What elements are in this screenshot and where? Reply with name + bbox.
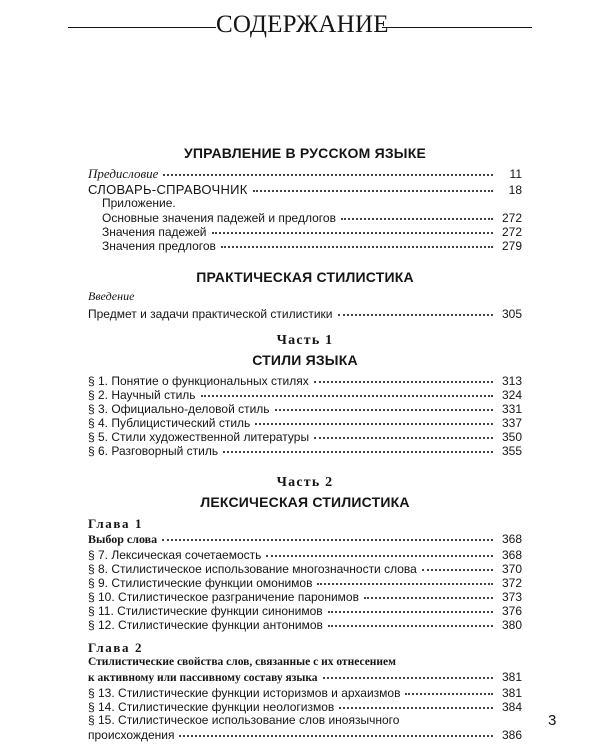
toc-entry-label: Основные значения падежей и предлогов [102, 211, 336, 225]
toc-entry-page: 11 [509, 167, 522, 181]
dot-leader [328, 601, 493, 613]
chapter1-label: Глава 1 [88, 516, 144, 531]
dot-leader [221, 236, 493, 248]
toc-entry-label: § 6. Разговорный стиль [88, 444, 219, 458]
chapter2-name-line2: к активному или пассивному составу языка [88, 672, 318, 684]
toc-entry-page: 272 [501, 211, 522, 225]
page-number: 3 [548, 712, 557, 729]
toc-entry-label: Значения падежей [102, 225, 207, 239]
toc-entry-label: § 3. Официально-деловой стиль [88, 402, 270, 416]
part1-title: СТИЛИ ЯЗЫКА [252, 352, 358, 368]
toc-entry-page: 272 [501, 225, 522, 239]
intro-label-row [88, 289, 522, 303]
dot-leader [317, 573, 493, 585]
toc-entry-label: § 13. Стилистические функции историзмов и архаизмов [88, 686, 401, 700]
chapter2-heading[interactable] [88, 669, 522, 683]
toc-entry[interactable] [88, 182, 522, 196]
intro-label: Введение [88, 289, 135, 303]
toc-entry[interactable] [88, 166, 522, 180]
dot-leader [328, 615, 493, 627]
toc-entry-label: § 2. Научный стиль [88, 388, 196, 402]
toc-entry-page: 368 [501, 548, 522, 562]
toc-entry-label: § 7. Лексическая сочетаемость [88, 548, 262, 562]
dot-leader [201, 385, 493, 397]
chapter1-heading[interactable] [88, 531, 522, 545]
dot-leader [339, 697, 493, 709]
chapter1-name: Выбор слова [88, 532, 158, 546]
section-title-stilistika: ПРАКТИЧЕСКАЯ СТИЛИСТИКА [196, 269, 414, 285]
toc-entry-label: Значения предлогов [102, 239, 216, 253]
toc-entry-page: 386 [501, 728, 522, 742]
toc-entry-page: 372 [501, 576, 522, 590]
dot-leader [162, 529, 493, 541]
header-rule-right [382, 27, 532, 28]
toc-entry-page: 376 [501, 604, 522, 618]
toc-content [88, 145, 522, 741]
toc-entry-page: 337 [501, 416, 522, 430]
toc-entry-label: Предисловие [88, 166, 159, 181]
toc-entry-label: § 8. Стилистическое использование многозначности слова [88, 562, 417, 576]
toc-entry-label: Приложение. [102, 196, 176, 210]
dot-leader [314, 371, 493, 383]
toc-entry-label: § 11. Стилистические функции синонимов [88, 604, 323, 618]
toc-entry-page: 380 [501, 618, 522, 632]
toc-entry-line2[interactable] [88, 727, 522, 741]
toc-entry-page: 381 [501, 670, 522, 684]
toc-entry[interactable] [88, 443, 522, 457]
toc-entry-page: 324 [501, 388, 522, 402]
toc-entry-page: 384 [501, 700, 522, 714]
page-title: СОДЕРЖАНИЕ [216, 11, 389, 38]
dot-leader [163, 164, 493, 176]
part2-title: ЛЕКСИЧЕСКАЯ СТИЛИСТИКА [200, 494, 410, 510]
chapter2-label: Глава 2 [88, 640, 144, 655]
chapter2-name-line1: Стилистические свойства слов, связанные с их отнесением [88, 656, 396, 668]
toc-entry-page: 18 [508, 183, 522, 197]
toc-entry[interactable] [88, 238, 522, 252]
toc-entry-page: 373 [501, 590, 522, 604]
toc-entry-label: § 5. Стили художественной литературы [88, 430, 310, 444]
dot-leader [341, 208, 493, 220]
toc-entry-label: происхождения [88, 728, 175, 742]
toc-entry-page: 279 [501, 239, 522, 253]
toc-header [0, 0, 600, 50]
toc-entry-page: 355 [501, 444, 522, 458]
toc-entry-page: 305 [501, 307, 522, 321]
toc-entry-page: 331 [501, 402, 522, 416]
toc-entry-label: § 15. Стилистическое использование слов иноязычного [88, 713, 400, 727]
dot-leader [314, 427, 493, 439]
toc-entry[interactable] [88, 306, 522, 320]
part2-label: Часть 2 [276, 475, 334, 490]
dot-leader [179, 725, 493, 737]
dot-leader [323, 667, 493, 679]
dot-leader [405, 683, 493, 695]
toc-entry-page: 368 [501, 532, 522, 546]
header-rule-left [68, 27, 216, 28]
dot-leader [223, 441, 493, 453]
toc-entry-label: § 10. Стилистическое разграничение паронимов [88, 590, 359, 604]
toc-entry-page: 350 [501, 430, 522, 444]
dot-leader [338, 304, 494, 316]
toc-entry-page: 370 [501, 562, 522, 576]
toc-entry-page: 313 [501, 374, 522, 388]
toc-entry[interactable] [88, 699, 522, 713]
toc-entry-label: § 4. Публицистический стиль [88, 416, 251, 430]
toc-entry-label: § 12. Стилистические функции антонимов [88, 618, 323, 632]
toc-entry-label: § 14. Стилистические функции неологизмов [88, 700, 335, 714]
toc-entry-label: СЛОВАРЬ-СПРАВОЧНИК [88, 182, 248, 197]
dot-leader [275, 399, 493, 411]
toc-entry-label: § 1. Понятие о функциональных стилях [88, 374, 309, 388]
dot-leader [422, 559, 493, 571]
dot-leader [266, 545, 493, 557]
part1-label: Часть 1 [276, 333, 334, 348]
dot-leader [364, 587, 493, 599]
dot-leader [212, 222, 494, 234]
toc-entry-label: § 9. Стилистические функции омонимов [88, 576, 313, 590]
toc-entry-label: Предмет и задачи практической стилистики [88, 307, 333, 321]
dot-leader [253, 180, 493, 192]
toc-entry[interactable] [88, 617, 522, 631]
section-title-upravlenie: УПРАВЛЕНИЕ В РУССКОМ ЯЗЫКЕ [183, 145, 426, 161]
dot-leader [255, 413, 493, 425]
toc-entry-page: 381 [501, 686, 522, 700]
